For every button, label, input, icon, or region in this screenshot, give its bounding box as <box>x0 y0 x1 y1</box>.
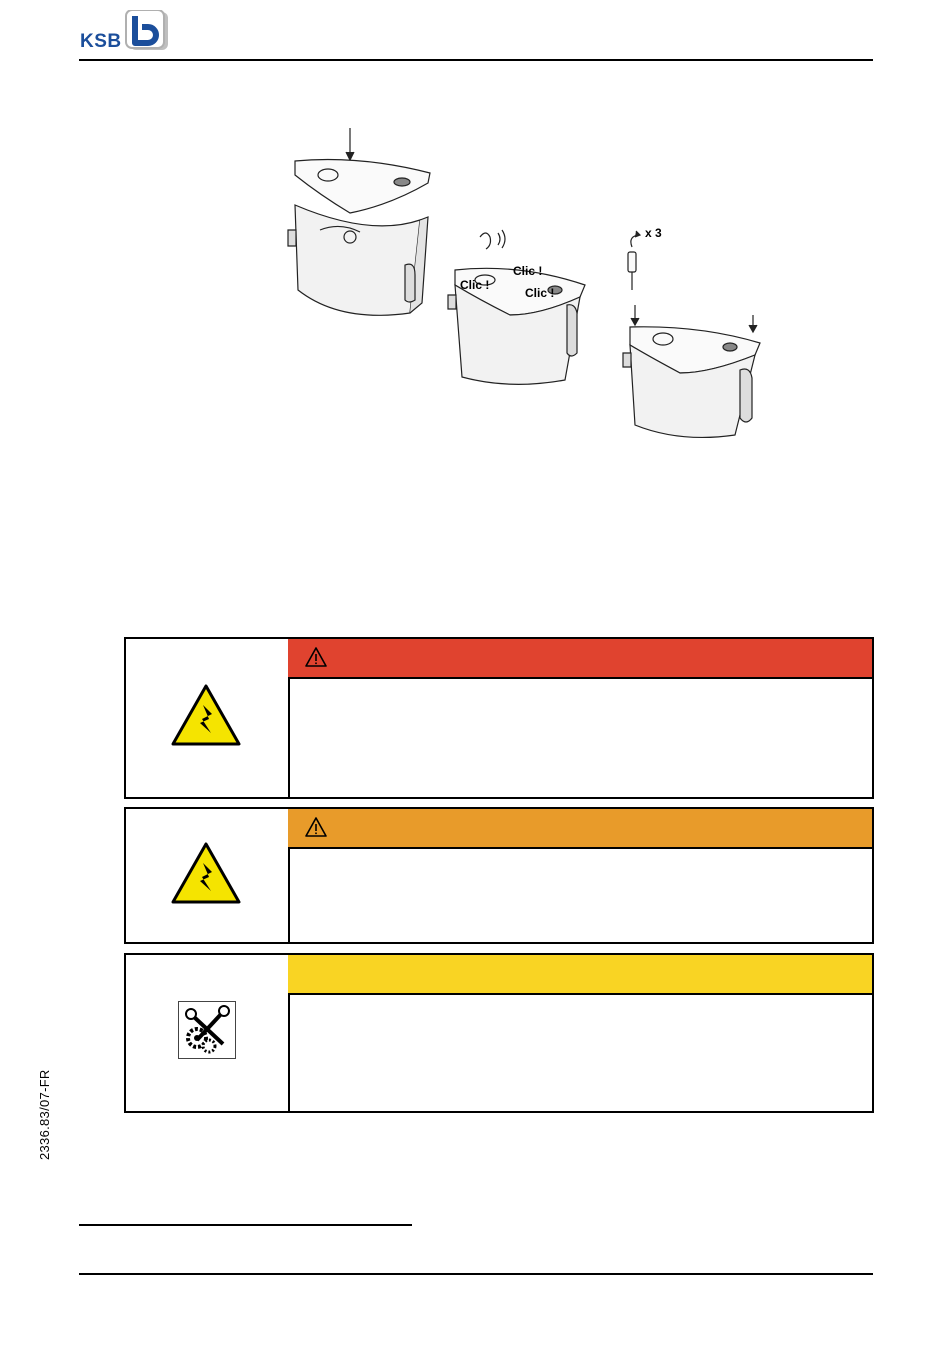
warning-notice <box>124 807 874 944</box>
footer-rule <box>79 1273 873 1275</box>
notice-symbol-cell <box>126 809 290 942</box>
machine-damage-tools-icon <box>178 1001 236 1059</box>
document-number: 2336.83/07-FR <box>37 1069 52 1160</box>
warning-triangle-icon <box>304 816 328 838</box>
danger-band <box>288 639 872 679</box>
installation-illustration <box>280 125 780 450</box>
caution-notice <box>124 953 874 1113</box>
clic-label: Clic ! <box>460 278 490 292</box>
clic-label: Clic ! <box>513 264 543 278</box>
ksb-logo <box>78 10 174 52</box>
warning-band <box>288 809 872 849</box>
clic-label: Clic ! <box>525 286 555 300</box>
repeat-count-label: x 3 <box>645 226 662 240</box>
notice-symbol-cell <box>126 955 290 1111</box>
logo-wordmark: KSB <box>80 31 122 52</box>
electrical-hazard-icon <box>170 683 242 747</box>
header-rule <box>79 59 873 61</box>
caution-band <box>288 955 872 995</box>
footnote-rule <box>79 1224 412 1226</box>
warning-triangle-icon <box>304 646 328 668</box>
ksb-b-logo-icon <box>122 10 172 52</box>
notice-symbol-cell <box>126 639 290 797</box>
danger-notice <box>124 637 874 799</box>
electrical-hazard-icon <box>170 841 242 905</box>
